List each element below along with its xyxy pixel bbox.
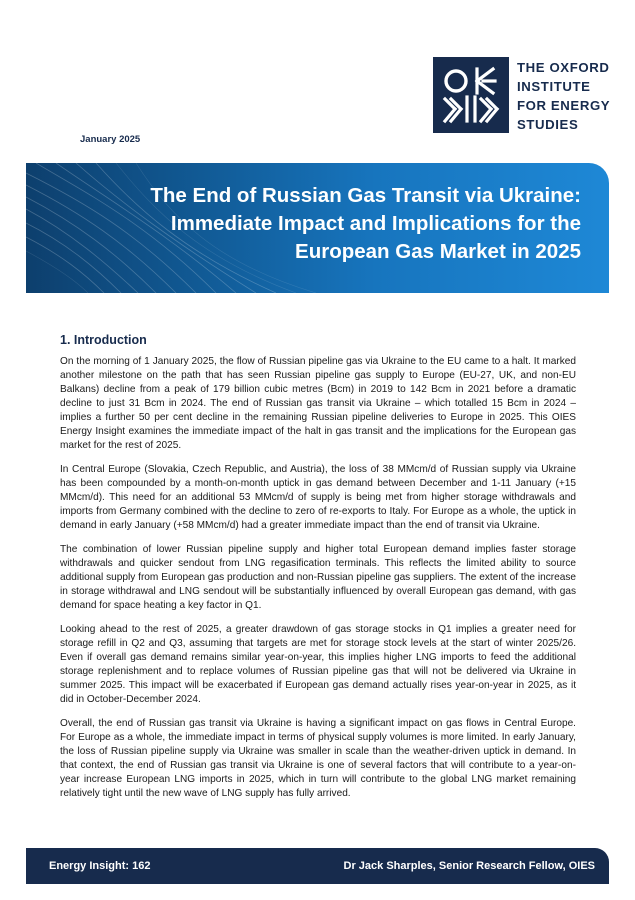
paragraph: On the morning of 1 January 2025, the flow of Russian pipeline gas via Ukraine to the EU came to a halt. It marked another milestone on the path that has seen Russian pipeline gas supply to Europe (EU-27, UK, and non-EU Balkans) decline from a peak of 179 billion cubic metres (Bcm) in 2019 to 142 Bcm in 2021 before a dramatic decline to just 31 Bcm in 2024. The end of Russian gas transit via Ukraine – which totalled 15 Bcm in 2024 – implies a further 50 per cent decline in the remaining Russian pipeline deliveries to Europe in 2025. This OIES Energy Insight examines the immediate impact of the halt in gas transit and the implications for the European gas market for the rest of 2025. <box>60 356 576 451</box>
footer-series-label: Energy Insight: 162 <box>49 860 151 872</box>
paragraph: In Central Europe (Slovakia, Czech Republic, and Austria), the loss of 38 MMcm/d of Russian supply via Ukraine has been compounded by a month-on-month uptick in gas demand between December and 1-11 January (+15 MMcm/d). This need for an additional 53 MMcm/d of supply is being met from higher storage withdrawals and imports from Germany combined with the decline to zero of re-exports to Italy. For Europe as a whole, the uptick in demand in early January (+58 MMcm/d) had a greater immediate impact than the end of transit via Ukraine. <box>60 464 576 531</box>
org-name <box>517 58 632 134</box>
publication-date: January 2025 <box>80 134 141 145</box>
title-banner <box>26 163 609 293</box>
report-title-line: European Gas Market in 2025 <box>295 240 581 263</box>
footer-author: Dr Jack Sharples, Senior Research Fellow, OIES <box>343 860 595 872</box>
paragraph: Overall, the end of Russian gas transit via Ukraine is having a significant impact on gas flows in Central Europe. For Europe as a whole, the immediate impact in terms of physical supply volumes is more limited. In early January, the loss of Russian pipeline supply via Ukraine was smaller in scale than the weather-driven uptick in demand. In that context, the end of Russian gas transit via Ukraine is one of several factors that will contribute to a year-on-year increase European LNG imports in 2025, which in turn will contribute to the global LNG market remaining relatively tight until the new wave of LNG supply has fully arrived. <box>60 718 576 799</box>
section-heading: 1. Introduction <box>60 333 147 347</box>
report-title <box>61 182 581 266</box>
body-text <box>60 355 576 811</box>
report-title-line: Immediate Impact and Implications for the <box>170 212 581 235</box>
org-name-line: INSTITUTE <box>517 79 591 94</box>
org-name-line: THE OXFORD <box>517 60 610 75</box>
org-name-line: FOR ENERGY <box>517 98 611 113</box>
paragraph: Looking ahead to the rest of 2025, a greater drawdown of gas storage stocks in Q1 implies a greater need for storage refill in Q2 and Q3, assuming that targets are met for storage stock levels at the start of winter 2025/26. Even if overall gas demand remains similar year-on-year, this implies higher LNG imports to feed the additional storage replenishment and to replace volumes of Russian pipeline gas that will not be delivered via Ukraine in summer 2025. This impact will be exacerbated if European gas demand actually rises year-on-year in 2025, as it did in October-December 2024. <box>60 624 576 705</box>
oies-logo-icon <box>433 57 509 133</box>
report-title-line: The End of Russian Gas Transit via Ukraine: <box>150 184 581 207</box>
paragraph: The combination of lower Russian pipeline supply and higher total European demand implies faster storage withdrawals and quicker sendout from LNG regasification terminals. This reflects the limited ability to source additional supply from European gas production and non-Russian pipeline gas suppliers. The extent of the increase in storage withdrawal and LNG sendout will be substantially influenced by overall European gas demand, with gas demand for space heating a key factor in Q1. <box>60 544 576 611</box>
org-name-line: STUDIES <box>517 117 579 132</box>
footer-bar <box>26 848 609 884</box>
